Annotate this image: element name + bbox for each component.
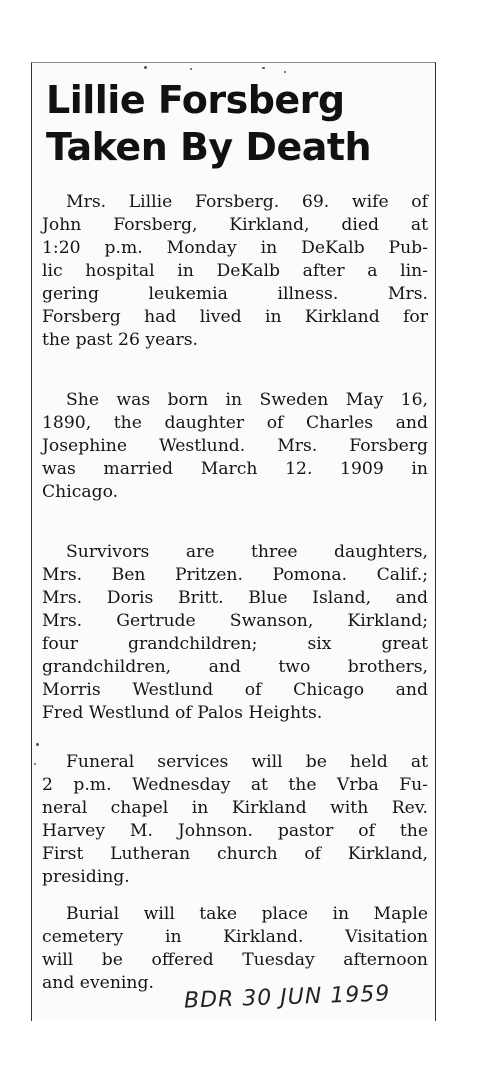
print-speck <box>144 66 147 69</box>
text-line: 2 p.m. Wednesday at the Vrba Fu- <box>42 775 428 795</box>
text-line: She was born in Sweden May 16, <box>66 390 428 410</box>
text-line: John Forsberg, Kirkland, died at <box>42 215 428 235</box>
newspaper-clipping <box>31 62 436 1021</box>
print-speck <box>34 763 36 765</box>
text-line: the past 26 years. <box>42 330 199 350</box>
text-line: Mrs. Lillie Forsberg. 69. wife of <box>66 192 428 212</box>
text-line: Burial will take place in Maple <box>66 904 428 924</box>
print-speck <box>36 743 39 746</box>
text-line: Josephine Westlund. Mrs. Forsberg <box>42 436 428 456</box>
text-line: was married March 12. 1909 in <box>42 459 428 479</box>
paragraph-funeral <box>42 751 428 889</box>
print-speck <box>262 67 265 69</box>
text-line: cemetery in Kirkland. Visitation <box>42 927 428 947</box>
text-line: Mrs. Ben Pritzen. Pomona. Calif.; <box>42 565 428 585</box>
handwritten-date-note: BDR 30 JUN 1959 <box>183 981 391 1014</box>
text-line: Mrs. Gertrude Swanson, Kirkland; <box>42 611 428 631</box>
text-line: Harvey M. Johnson. pastor of the <box>42 821 428 841</box>
text-line: four grandchildren; six great <box>42 634 428 654</box>
headline-line-1: Lillie Forsberg <box>46 78 345 122</box>
text-line: Morris Westlund of Chicago and <box>42 680 428 700</box>
text-line: 1:20 p.m. Monday in DeKalb Pub- <box>42 238 428 258</box>
text-line: 1890, the daughter of Charles and <box>42 413 428 433</box>
headline-line-2: Taken By Death <box>46 125 372 169</box>
paragraph-death-notice <box>42 191 428 352</box>
text-line: Mrs. Doris Britt. Blue Island, and <box>42 588 428 608</box>
text-line: Fred Westlund of Palos Heights. <box>42 703 323 723</box>
text-line: Survivors are three daughters, <box>66 542 428 562</box>
text-line: gering leukemia illness. Mrs. <box>42 284 428 304</box>
text-line: First Lutheran church of Kirkland, <box>42 844 428 864</box>
text-line: Chicago. <box>42 482 119 502</box>
text-line: will be offered Tuesday afternoon <box>42 950 428 970</box>
text-line: grandchildren, and two brothers, <box>42 657 428 677</box>
headline <box>46 77 436 171</box>
print-speck <box>190 68 192 70</box>
print-speck <box>284 71 286 73</box>
paragraph-biography <box>42 389 428 504</box>
text-line: neral chapel in Kirkland with Rev. <box>42 798 428 818</box>
text-line: Forsberg had lived in Kirkland for <box>42 307 428 327</box>
text-line: presiding. <box>42 867 130 887</box>
text-line: lic hospital in DeKalb after a lin- <box>42 261 428 281</box>
paragraph-survivors <box>42 541 428 725</box>
text-line: Funeral services will be held at <box>66 752 428 772</box>
text-line: and evening. <box>42 973 154 993</box>
